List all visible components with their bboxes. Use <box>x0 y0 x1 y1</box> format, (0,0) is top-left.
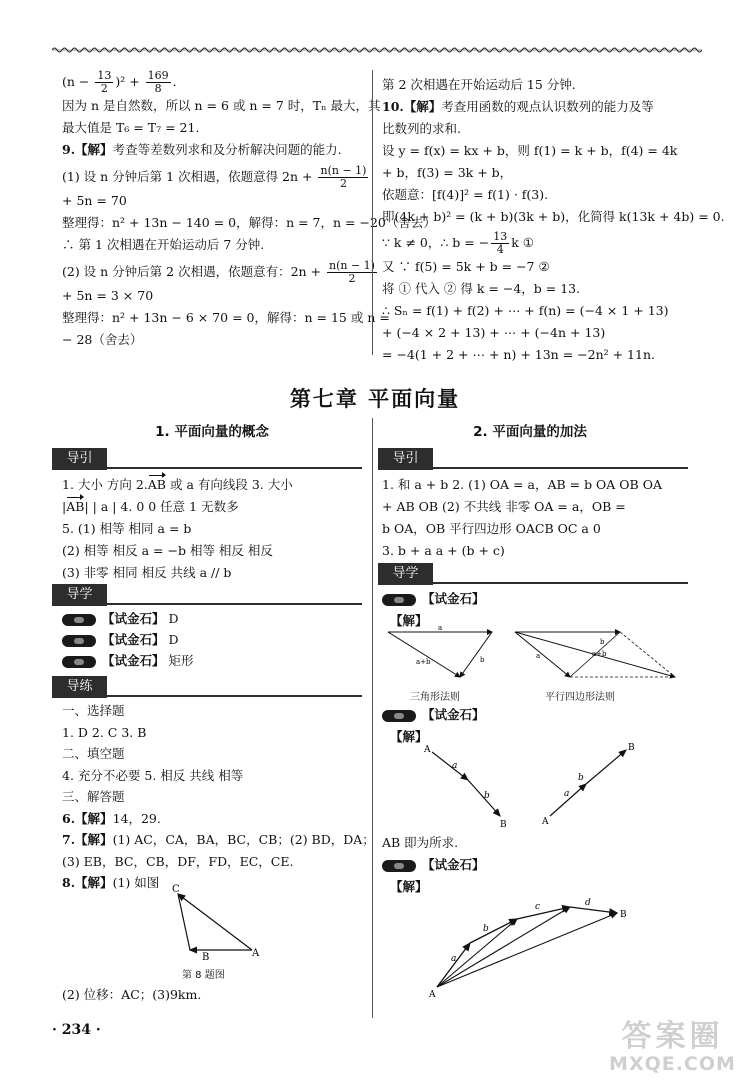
learn-header: 导学 <box>52 584 362 606</box>
text-line: AB 即为所求. <box>382 835 459 850</box>
practice-answers-end <box>62 984 362 1006</box>
svg-text:d: d <box>585 898 591 908</box>
text-line: (2) 位移：AC；(3)9km. <box>62 987 202 1002</box>
svg-text:A: A <box>542 817 549 827</box>
jie-label: 【解】 <box>390 879 428 894</box>
svg-text:a: a <box>452 761 458 771</box>
text-line: ∴ Sₙ = f(1) + f(2) + ⋯ + f(n) = (−4 × 1 + 13) <box>382 303 669 318</box>
text-line: 将 ① 代入 ② 得 k = −4，b = 13. <box>382 281 581 296</box>
practice-answers <box>62 700 375 894</box>
svg-text:b: b <box>484 791 490 801</box>
watermark-logo: 答案圈 MXQE.COM <box>609 1019 736 1075</box>
svg-text:A: A <box>424 745 431 755</box>
top-right-column <box>382 74 725 366</box>
jie-label: 【解】 <box>390 613 428 628</box>
badge-icon <box>382 710 416 722</box>
jie-label: 【解】 <box>390 729 428 744</box>
test-item: 【试金石】 D <box>62 629 362 650</box>
learn-header: 导学 <box>378 563 688 585</box>
svg-text:b: b <box>483 924 489 934</box>
badge-icon <box>382 860 416 872</box>
polygon-sum-figure <box>425 895 635 1000</box>
text-line: 整理得：n² + 13n − 6 × 70 = 0，解得：n = 15 或 n = <box>62 310 390 325</box>
text-line: (2) 设 n 分钟后第 2 次相遇，依题意有：2n + $\frac{n(n - 1)}{2}$ <box>62 259 375 285</box>
vector-ab-figure <box>420 740 640 832</box>
badge-icon <box>382 594 416 606</box>
chapter-title: 第七章 平面向量 <box>289 387 461 411</box>
text-line: (2) 相等 相反 a = −b 相等 相反 相反 <box>62 543 273 558</box>
section-title: 1. 平面向量的概念 <box>155 424 269 440</box>
guide-answers <box>382 474 682 562</box>
svg-text:B: B <box>500 820 507 830</box>
page-number: · 234 · <box>52 1022 101 1038</box>
badge-icon <box>62 635 96 647</box>
text-line: 6.【解】14，29. <box>62 810 161 826</box>
text-line: + b，f(3) = 3k + b， <box>382 165 513 180</box>
text-line: 比数列的求和. <box>382 121 461 136</box>
svg-text:c: c <box>535 902 541 912</box>
column-divider <box>372 70 373 355</box>
text-line: 因为 n 是自然数，所以 n = 6 或 n = 7 时，Tₙ 最大，其 <box>62 98 381 113</box>
text-line: 3. b + a a + (b + c) <box>382 543 505 558</box>
test-item: 【试金石】 【解】 <box>382 588 682 632</box>
text-line: 二、填空题 <box>62 746 125 761</box>
text-line: 整理得：n² + 13n − 140 = 0，解得：n = 7，n = −20（舍去） <box>62 215 436 230</box>
ab-result: AB 即为所求. 【试金石】 【解】 <box>382 832 682 898</box>
label-a: A <box>252 948 260 959</box>
text-line: 7.【解】(1) AC，CA，BA，BC，CB；(2) BD，DA； <box>62 832 375 847</box>
label-c: C <box>172 884 180 895</box>
text-line: 8.【解】(1) 如图 <box>62 875 160 890</box>
test-item: 【试金石】 矩形 <box>62 650 362 671</box>
text-line: = −4(1 + 2 + ⋯ + n) + 13n = −2n² + 11n. <box>382 347 655 362</box>
figure-caption: 平行四边形法则 <box>545 692 615 703</box>
text-line: 1. 和 a + b 2. (1) OA = a，AB = b OA OB OA <box>382 477 662 492</box>
text-line: 设 y = f(x) = kx + b，则 f(1) = k + b，f(4) = 4k <box>382 143 678 158</box>
learn-answers <box>62 608 362 671</box>
text-line: 9.【解】考查等差数列求和及分析解决问题的能力. <box>62 142 342 157</box>
figure-8 <box>160 882 270 964</box>
badge-icon <box>62 656 96 668</box>
section-title: 2. 平面向量的加法 <box>473 424 587 440</box>
text-line: (n − $\frac{13}{2}$ )² + $\frac{169}{8}$ . <box>62 69 177 95</box>
text-line: 1. 大小 方向 2.AB 或 a 有向线段 3. 大小 <box>62 474 362 496</box>
text-line: + AB OB (2) 不共线 非零 OA = a，OB = <box>382 499 626 514</box>
text-line: 一、选择题 <box>62 703 125 718</box>
svg-text:a+b: a+b <box>592 650 607 658</box>
figure-caption: 第 8 题图 <box>182 970 225 981</box>
text-line: − 28（舍去） <box>62 332 143 347</box>
header-ornament <box>52 45 702 55</box>
text-line: |AB| | a | 4. 0 0 任意 1 无数多 <box>62 496 362 518</box>
text-line: ∵ k ≠ 0，∴ b = − $\frac{13}{4}$ k ① <box>382 230 534 256</box>
svg-text:a+b: a+b <box>416 658 431 666</box>
svg-text:b: b <box>600 638 605 646</box>
label-b: B <box>202 952 210 963</box>
guide-header: 导引 <box>52 448 362 470</box>
svg-text:a: a <box>451 954 457 964</box>
svg-text:B: B <box>620 910 627 920</box>
text-line: b OA，OB 平行四边形 OACB OC a 0 <box>382 521 601 536</box>
text-line: 1. D 2. C 3. B <box>62 724 147 740</box>
svg-text:a: a <box>564 789 570 799</box>
text-line: (3) 非零 相同 相反 共线 a // b <box>62 565 232 580</box>
svg-text:B: B <box>628 743 635 753</box>
text-line: 5. (1) 相等 相同 a = b <box>62 521 192 536</box>
text-line: 三、解答题 <box>62 789 125 804</box>
text-line: ∴ 第 1 次相遇在开始运动后 7 分钟. <box>62 237 265 252</box>
test-item: 【试金石】 D <box>62 608 362 629</box>
text-line: 4. 充分不必要 5. 相反 共线 相等 <box>62 767 244 783</box>
text-line: + (−4 × 2 + 13) + ⋯ + (−4n + 13) <box>382 325 606 340</box>
text-line: 即(4k + b)² = (k + b)(3k + b)，化简得 k(13k + 4b) = 0. <box>382 209 725 224</box>
test-item: 【试金石】 【解】 <box>382 704 682 748</box>
text-line: + 5n = 70 <box>62 193 127 208</box>
text-line: 又 ∵ f(5) = 5k + b = −7 ② <box>382 259 550 274</box>
text-line: + 5n = 3 × 70 <box>62 288 154 303</box>
text-line: (1) 设 n 分钟后第 1 次相遇，依题意得 2n + $\frac{n(n - 1)}{2}$ <box>62 164 367 190</box>
text-line: 第 2 次相遇在开始运动后 15 分钟. <box>382 77 576 92</box>
guide-answers <box>62 474 362 584</box>
svg-text:A: A <box>429 990 436 1000</box>
svg-text:b: b <box>578 773 584 783</box>
guide-header: 导引 <box>378 448 688 470</box>
figure-caption: 三角形法则 <box>410 692 460 703</box>
svg-text:a: a <box>536 652 541 660</box>
text-line: 10.【解】考查用函数的观点认识数列的能力及等 <box>382 99 654 114</box>
practice-header: 导练 <box>52 676 362 698</box>
svg-text:a: a <box>438 624 443 632</box>
text-line: 依题意：[f(4)]² = f(1) · f(3). <box>382 187 549 202</box>
badge-icon <box>62 614 96 626</box>
text-line: 最大值是 T₆ = T₇ = 21. <box>62 120 200 135</box>
svg-text:b: b <box>480 656 485 664</box>
text-line: (3) EB，BC，CB，DF，FD，EC，CE. <box>62 853 294 869</box>
column-divider <box>372 418 373 1018</box>
addition-rules-figure <box>380 622 690 684</box>
